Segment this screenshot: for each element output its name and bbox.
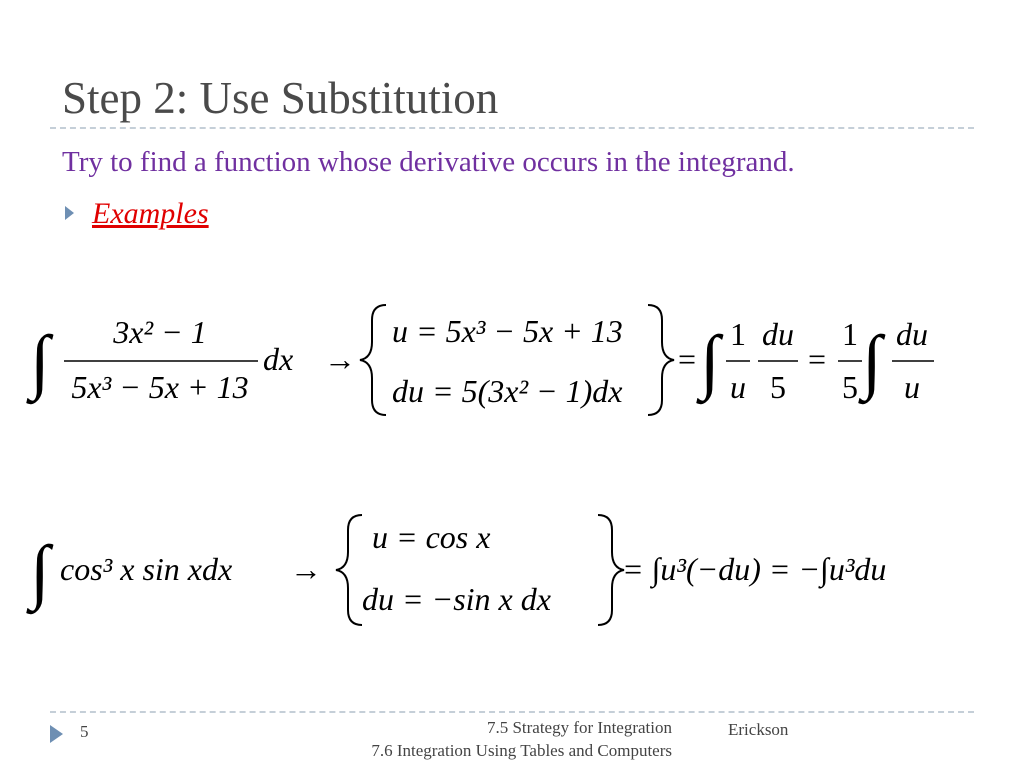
- frac2-num: du: [762, 316, 794, 352]
- bullet-arrow-icon: [65, 206, 74, 220]
- slide-subtitle: Try to find a function whose derivative occurs in the integrand.: [62, 146, 795, 178]
- equals-2: =: [808, 341, 827, 377]
- frac3-den: 5: [842, 369, 858, 405]
- page-number: 5: [80, 722, 89, 741]
- course-title: [371, 716, 672, 762]
- footer-divider: [50, 711, 974, 713]
- right-brace-2: [598, 515, 624, 625]
- arrow-2: →: [290, 551, 322, 587]
- sub-u: u = 5x³ − 5x + 13: [392, 313, 623, 349]
- equation-1: [0, 290, 1024, 440]
- frac4-num: du: [896, 316, 928, 352]
- frac1-den: u: [730, 369, 746, 405]
- integral-sign: ∫: [30, 321, 50, 401]
- sub-du-2: du = −sin x dx: [362, 581, 551, 617]
- frac4-den: u: [904, 369, 920, 405]
- author: Erickson: [728, 720, 789, 739]
- title-divider: [50, 127, 974, 129]
- integrand-denominator: 5x³ − 5x + 13: [71, 369, 249, 405]
- footer-arrow-icon: [50, 725, 63, 743]
- left-brace: [360, 305, 386, 415]
- equals-1: =: [678, 341, 697, 377]
- integral-sign-3: ∫: [862, 321, 882, 401]
- result-2: = ∫u³(−du) = −∫u³du: [622, 551, 887, 587]
- equation-2: [0, 500, 1024, 650]
- frac3-num: 1: [842, 316, 858, 352]
- arrow-1: →: [324, 341, 356, 377]
- integrand-2: cos³ x sin xdx: [60, 551, 233, 587]
- differential-dx: dx: [263, 341, 294, 377]
- slide-title: Step 2: Use Substitution: [62, 73, 499, 123]
- course-line-2: 7.6 Integration Using Tables and Computers: [371, 741, 672, 760]
- left-brace-2: [336, 515, 362, 625]
- right-brace: [648, 305, 674, 415]
- examples-link[interactable]: Examples: [92, 197, 209, 230]
- integral-sign-2: ∫: [700, 321, 720, 401]
- integral-sign-4: ∫: [30, 531, 50, 611]
- frac2-den: 5: [770, 369, 786, 405]
- sub-u-2: u = cos x: [372, 519, 491, 555]
- sub-du: du = 5(3x² − 1)dx: [392, 373, 623, 409]
- integrand-numerator: 3x² − 1: [113, 314, 207, 350]
- frac1-num: 1: [730, 316, 746, 352]
- course-line-1: 7.5 Strategy for Integration: [486, 718, 672, 737]
